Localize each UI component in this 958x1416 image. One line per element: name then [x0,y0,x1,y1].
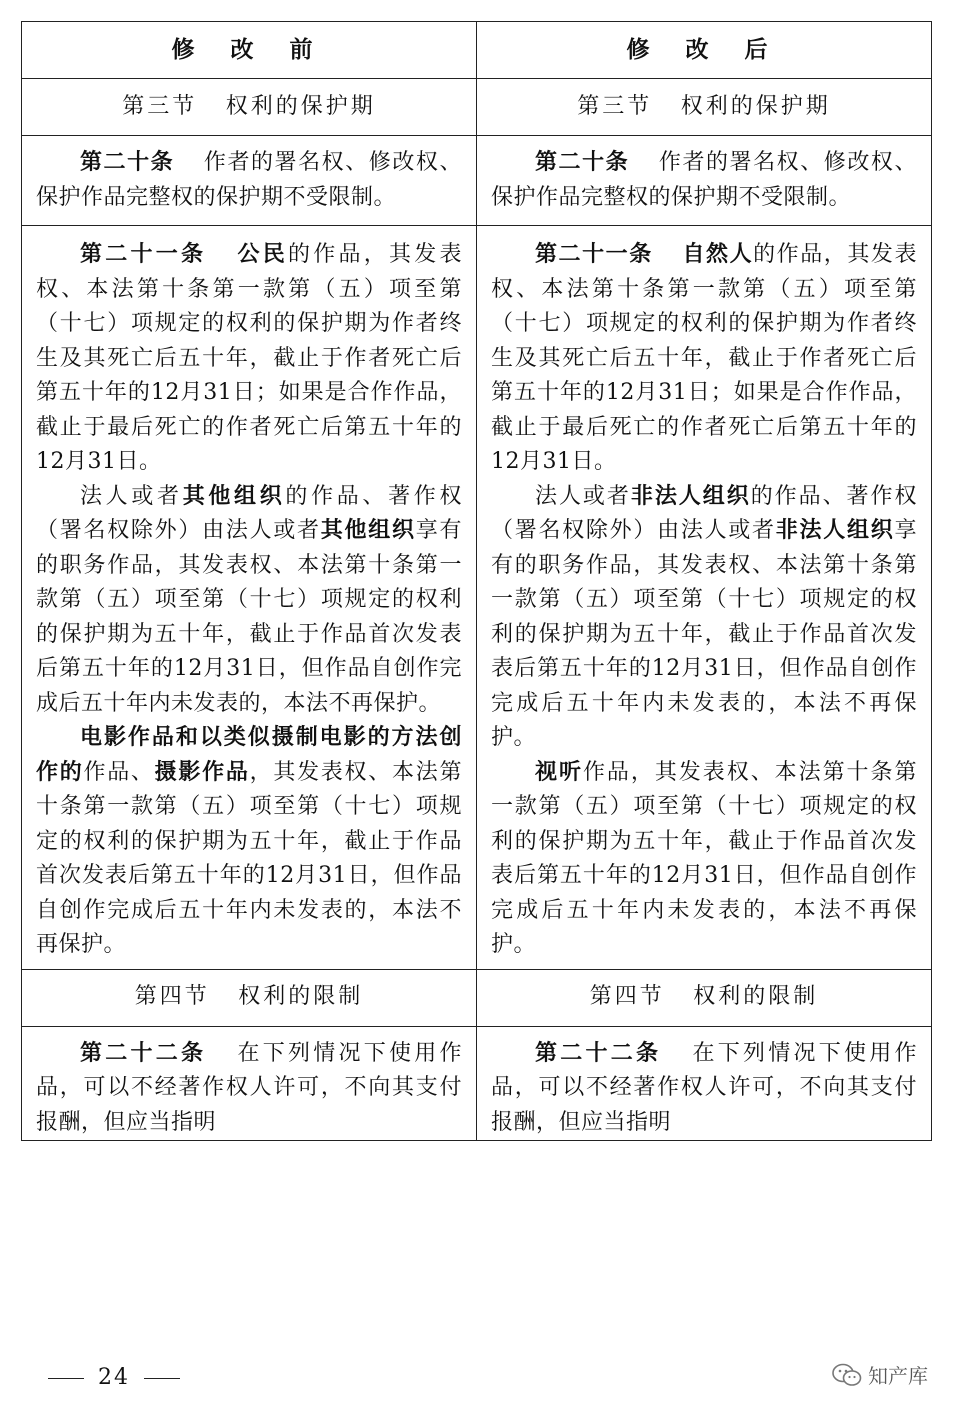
wechat-icon [832,1362,862,1388]
section-4-row [22,969,932,1026]
section-3-row [22,79,932,136]
section-label: 第三节 [122,93,198,119]
source-name: 知产库 [868,1364,928,1388]
dash-right [144,1378,180,1379]
article-title: 第二十二条 [535,1040,662,1066]
changed-term: 摄影作品 [154,759,250,785]
article-text: 法人或者 [80,483,183,509]
article-text: 的作品，其发表权、本法第十条第一款第（五）项至第（十七）项规定的权利的保护期为作者终生及其死亡后五十年，截止于作者死亡后第五十年的12月31日；如果是合作作品，截止于最后死亡的作者死亡后第五十年的12月31日。 [36,242,462,474]
page-number-text: 24 [98,1365,130,1390]
article-22-before [22,1026,477,1141]
article-21-row [22,226,932,970]
article-text: 在下列情况下使用作品，可以不经著作权人许可，不向其支付报酬，但应当指明 [491,1040,917,1135]
dash-left [48,1378,84,1379]
section-label: 第三节 [577,93,653,119]
article-text: 享有的职务作品，其发表权、本法第十条第一款第（五）项至第（十七）项规定的权利的保护期为五十年，截止于作品首次发表后第五十年的12月31日，但作品自创作完成后五十年内未发表的，本法不再保护。 [36,518,462,716]
article-title: 第二十一条 [535,242,653,267]
section-title: 权利的保护期 [225,93,376,119]
header-after: 修 改 后 [477,22,932,79]
article-title: 第二十二条 [80,1040,207,1066]
section-title: 权利的限制 [238,984,364,1010]
article-text: 作者的署名权、修改权、保护作品完整权的保护期不受限制。 [36,150,462,210]
article-text: 作品、 [83,759,155,785]
article-text: ，其发表权、本法第十条第一款第（五）项至第（十七）项规定的权利的保护期为五十年，截止于作品首次发表后第五十年的12月31日，但作品自创作完成后五十年内未发表的，本法不再保护。 [36,759,462,957]
article-text: 享有的职务作品，其发表权、本法第十条第一款第（五）项至第（十七）项规定的权利的保护期为五十年，截止于作品首次发表后第五十年的12月31日，但作品自创作完成后五十年内未发表的，本法不再保护。 [491,518,917,750]
article-22-after [477,1026,932,1141]
header-before: 修 改 前 [22,22,477,79]
article-text: 作者的署名权、修改权、保护作品完整权的保护期不受限制。 [491,150,917,210]
section-4-after [477,969,932,1026]
changed-term: 电影作品和以类似摄制电影的方法创作的 [36,725,462,785]
article-text: 作品，其发表权、本法第十条第一款第（五）项至第（十七）项规定的权利的保护期为五十年，截止于作品首次发表后第五十年的12月31日，但作品自创作完成后五十年内未发表的，本法不再保护。 [491,759,917,957]
changed-term: 其他组织 [182,483,286,509]
article-text: 的作品、著作权（署名权除外）由法人或者 [491,483,917,543]
section-3-before [22,79,477,136]
comparison-table [21,21,932,1141]
section-3-after [477,79,932,136]
section-4-before [22,969,477,1026]
article-text: 的作品，其发表权、本法第十条第一款第（五）项至第（十七）项规定的权利的保护期为作者终生及其死亡后五十年，截止于作者死亡后第五十年的12月31日；如果是合作作品，截止于最后死亡的作者死亡后第五十年的12月31日。 [491,242,917,474]
article-20-before [22,136,477,226]
article-22-row [22,1026,932,1141]
changed-term: 其他组织 [320,518,416,543]
source-logo [832,1360,928,1389]
article-text: 法人或者 [535,483,631,509]
changed-term: 非法人组织 [630,483,751,509]
section-label: 第四节 [589,984,665,1010]
page-number [34,1365,194,1390]
article-21-before [22,226,477,970]
changed-term: 非法人组织 [775,518,895,543]
article-text: 在下列情况下使用作品，可以不经著作权人许可，不向其支付报酬，但应当指明 [36,1040,462,1135]
article-title: 第二十条 [535,150,630,175]
changed-term: 自然人 [681,242,754,267]
section-label: 第四节 [134,984,210,1010]
article-20-row [22,136,932,226]
changed-term: 视听 [535,759,583,785]
changed-term: 公民 [234,242,289,267]
article-text: 的作品、著作权（署名权除外）由法人或者 [36,483,462,543]
article-21-after [477,226,932,970]
table-header-row [22,22,932,79]
article-title: 第二十一条 [80,242,207,267]
article-20-after [477,136,932,226]
section-title: 权利的保护期 [680,93,831,119]
article-title: 第二十条 [80,150,175,175]
section-title: 权利的限制 [693,984,819,1010]
